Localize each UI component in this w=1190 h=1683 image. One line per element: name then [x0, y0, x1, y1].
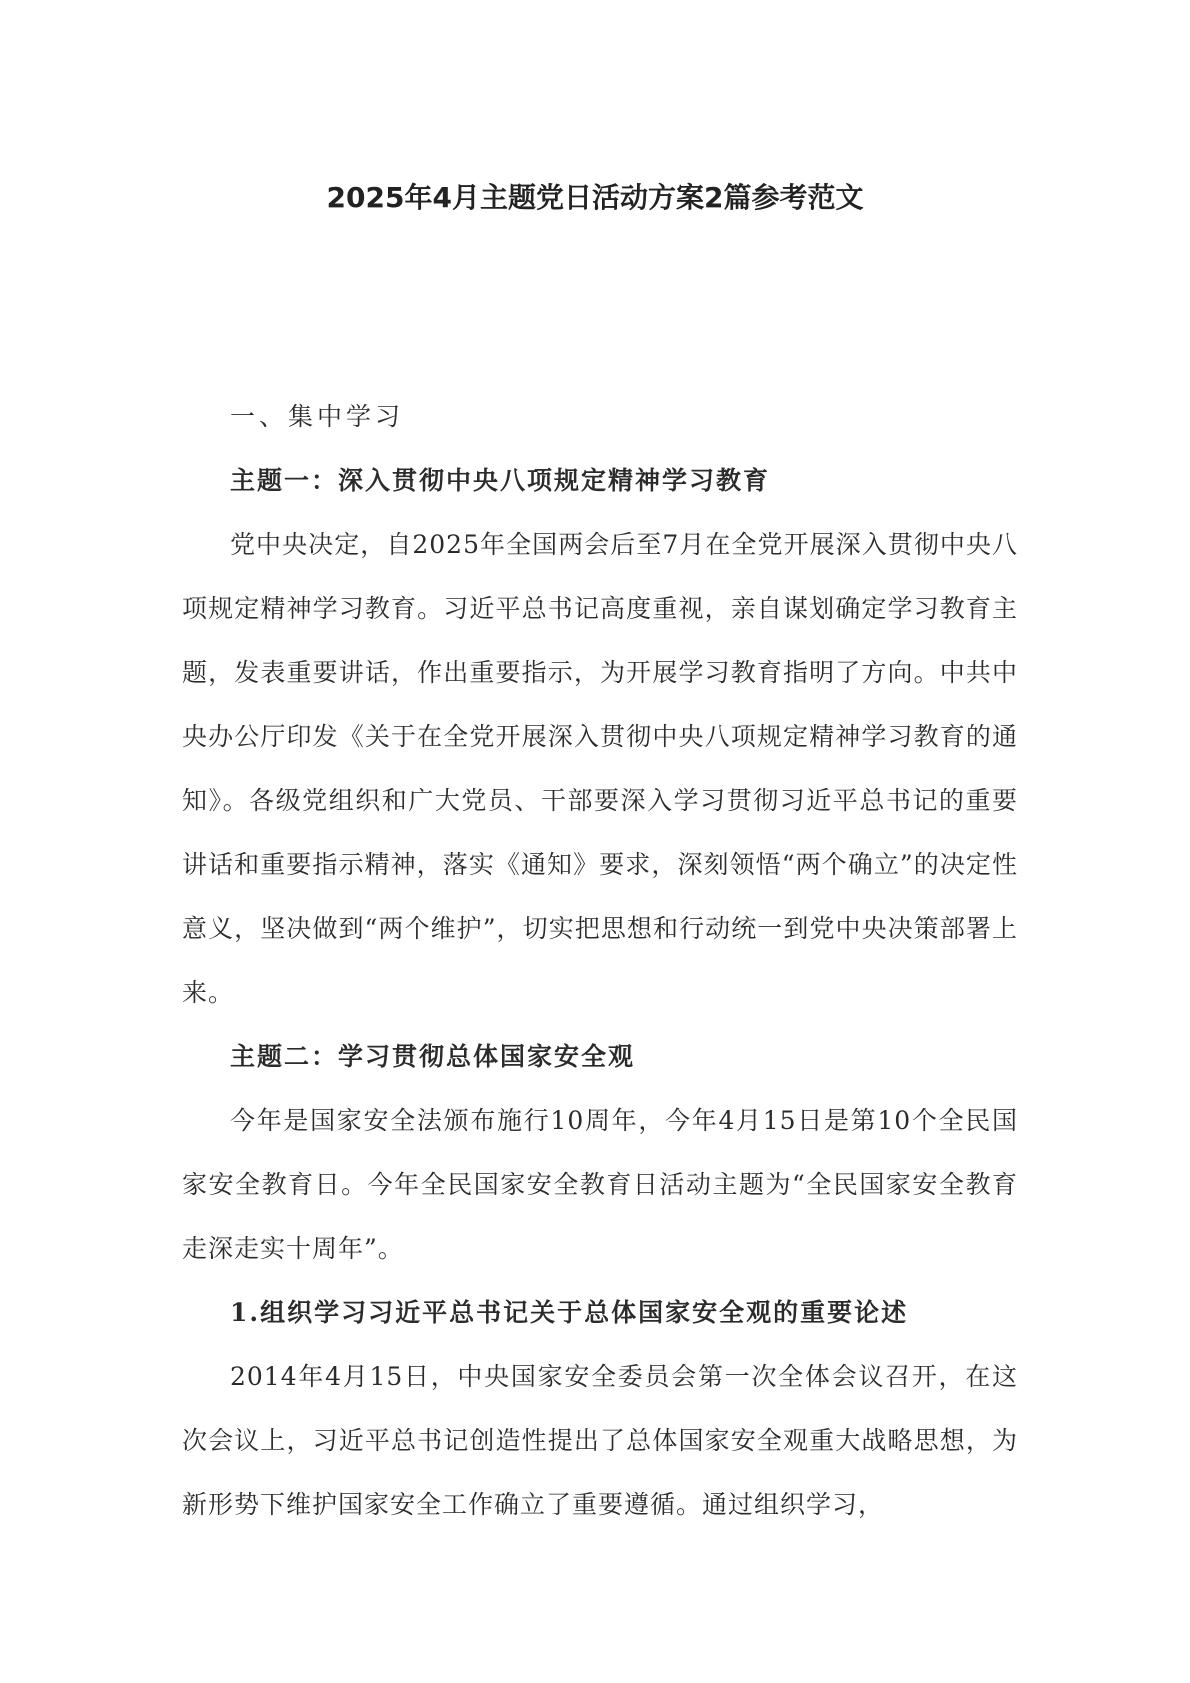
- topic-one-heading: 主题一：深入贯彻中央八项规定精神学习教育: [230, 466, 771, 495]
- subtopic-one-heading: 1.组织学习习近平总书记关于总体国家安全观的重要论述: [230, 1298, 909, 1327]
- document-title: 2025年4月主题党日活动方案2篇参考范文: [326, 181, 864, 214]
- topic-one-paragraph: 党中央决定，自2025年全国两会后至7月在全党开展深入贯彻中央八项规定精神学习教育。习近平总书记高度重视，亲自谋划确定学习教育主题，发表重要讲话，作出重要指示，为开展学习教育指明了方向。中共中央办公厅印发《关于在全党开展深入贯彻中央八项规定精神学习教育的通知》。各级党组织和广大党员、干部要深入学习贯彻习近平总书记的重要讲话和重要指示精神，落实《通知》要求，深刻领悟“两个确立”的决定性意义，坚决做到“两个维护”，切实把思想和行动统一到党中央决策部署上来。: [182, 530, 1018, 1007]
- subtopic-one-paragraph: 2014年4月15日，中央国家安全委员会第一次全体会议召开，在这次会议上，习近平总书记创造性提出了总体国家安全观重大战略思想，为新形势下维护国家安全工作确立了重要遵循。通过组织学习，: [182, 1362, 1018, 1519]
- section-heading-centralized-study: 一、集中学习: [230, 402, 405, 431]
- topic-two-paragraph: 今年是国家安全法颁布施行10周年，今年4月15日是第10个全民国家安全教育日。今年全民国家安全教育日活动主题为“全民国家安全教育走深走实十周年”。: [182, 1106, 1018, 1263]
- topic-two-heading: 主题二：学习贯彻总体国家安全观: [230, 1042, 636, 1071]
- document-body: [182, 385, 1018, 1537]
